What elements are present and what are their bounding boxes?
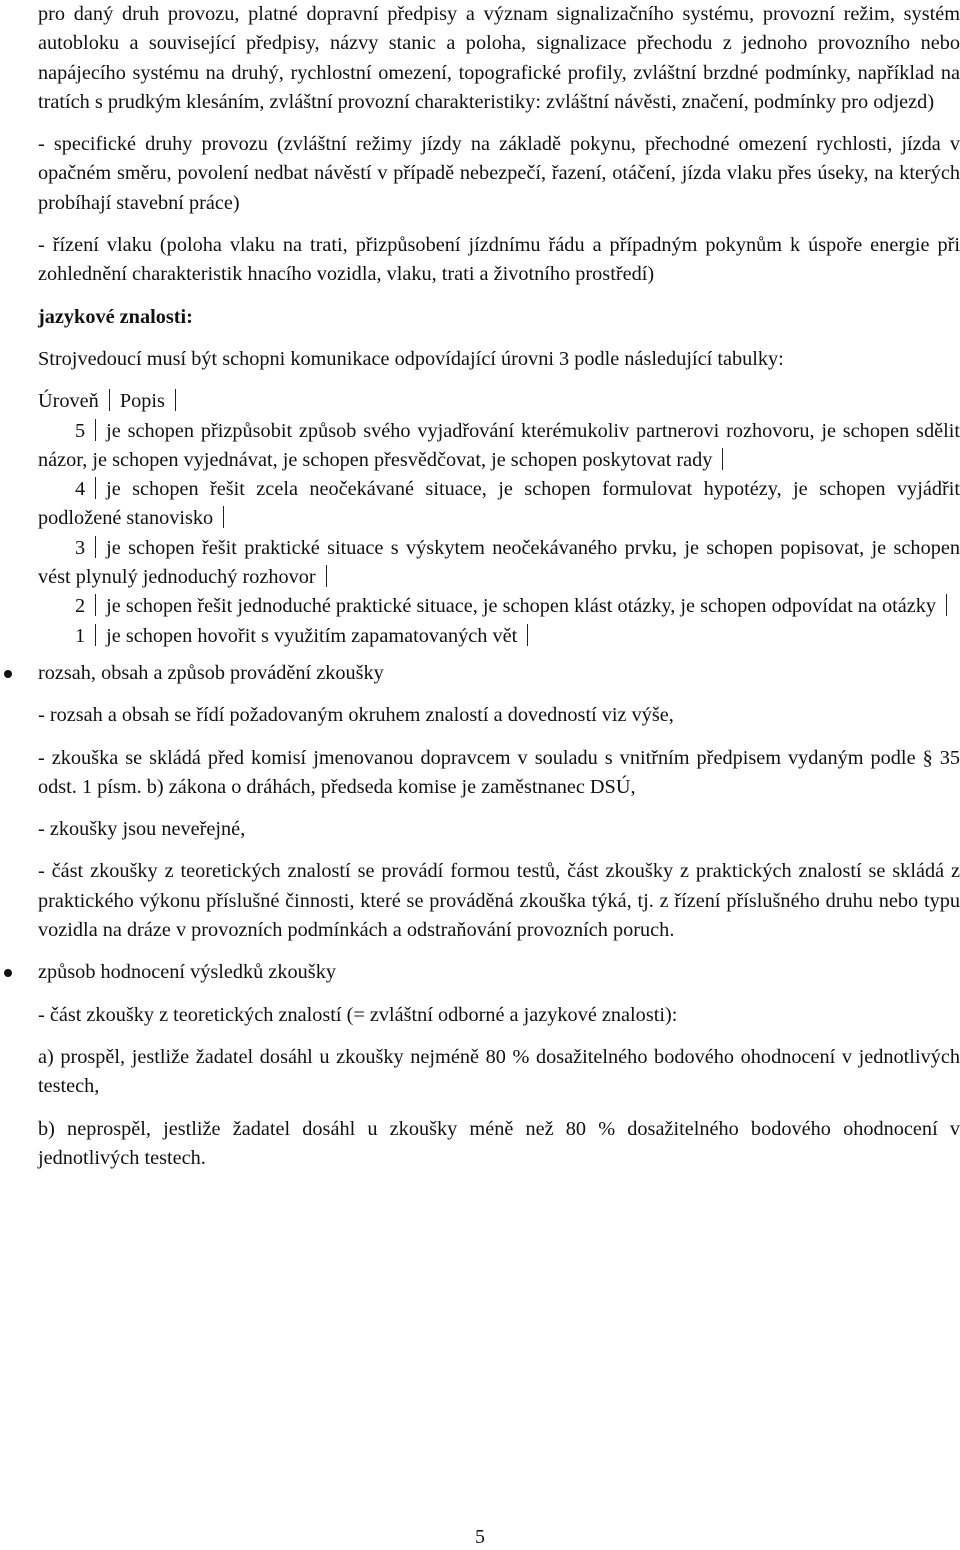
document-body [38, 0, 960, 1173]
evaluation-bullet-title: způsob hodnocení výsledků zkoušky [38, 961, 336, 984]
exam-bullet-title: rozsah, obsah a způsob provádění zkoušky [38, 661, 384, 684]
column-separator [175, 389, 176, 411]
exam-bullet-item [38, 659, 960, 688]
page-number: 5 [475, 1526, 485, 1548]
column-separator [109, 389, 110, 411]
intro-paragraph-2: - specifické druhy provozu (zvláštní režimy jízdy na základě pokynu, přechodné omezení rychlosti, jízda v opačném směru, povolení nedbat návěstí v případě nebezpečí, řazení, otáčení, jízda vlaku přes úseky, na kterých probíhají stavební práce) [38, 133, 960, 214]
level-row [38, 592, 960, 621]
header-col-level: Úroveň [38, 390, 99, 413]
level-row [38, 622, 960, 651]
level-row [38, 475, 960, 534]
level-number: 1 [75, 624, 86, 647]
column-separator [722, 448, 723, 470]
level-number: 2 [75, 595, 86, 618]
level-description: je schopen přizpůsobit způsob svého vyjadřování kterémukoliv partnerovi rozhovoru, je schopen sdělit názor, je schopen vyjednávat, je schopen přesvědčovat, je schopen poskytovat rady [38, 419, 960, 471]
column-separator [527, 624, 528, 646]
column-separator [95, 536, 96, 558]
column-separator [95, 624, 96, 646]
level-description: je schopen řešit jednoduché praktické situace, je schopen klást otázky, je schopen odpovídat na otázky [106, 595, 937, 618]
column-separator [95, 594, 96, 616]
column-separator [95, 419, 96, 441]
language-heading: jazykové znalosti: [38, 305, 193, 328]
bullet-icon [4, 969, 12, 977]
column-separator [946, 594, 947, 616]
exam-item: - zkouška se skládá před komisí jmenovanou dopravcem v souladu s vnitřním předpisem vydaným podle § 35 odst. 1 písm. b) zákona o dráhách, předseda komise je zaměstnanec DSÚ, [38, 746, 960, 798]
column-separator [326, 565, 327, 587]
intro-paragraph-3: - řízení vlaku (poloha vlaku na trati, přizpůsobení jízdnímu řádu a případným pokynům k úspoře energie při zohlednění charakteristik hnacího vozidla, vlaku, trati a životního prostředí) [38, 234, 960, 286]
evaluation-bullet-item [38, 958, 960, 987]
evaluation-item: b) neprospěl, jestliže žadatel dosáhl u zkoušky méně než 80 % dosažitelného bodového ohodnocení v jednotlivých testech. [38, 1117, 960, 1169]
language-intro: Strojvedoucí musí být schopni komunikace odpovídající úrovni 3 podle následující tabulky: [38, 347, 784, 370]
level-number: 5 [75, 419, 86, 442]
level-row [38, 417, 960, 476]
level-description: je schopen řešit zcela neočekávané situace, je schopen formulovat hypotézy, je schopen vyjádřit podložené stanovisko [38, 478, 960, 530]
evaluation-item: a) prospěl, jestliže žadatel dosáhl u zkoušky nejméně 80 % dosažitelného bodového ohodnocení v jednotlivých testech, [38, 1045, 960, 1098]
level-number: 3 [75, 536, 86, 559]
level-description: je schopen hovořit s využitím zapamatovaných vět [106, 624, 518, 647]
column-separator [223, 506, 224, 528]
exam-item: - zkoušky jsou neveřejné, [38, 818, 246, 841]
intro-paragraph-1: pro daný druh provozu, platné dopravní předpisy a význam signalizačního systému, provozní režim, systém autobloku a související předpisy, názvy stanic a poloha, signalizace přechodu z jednoho provozního nebo napájecího systému na druhý, rychlostní omezení, topografické profily, zvláštní brzdné podmínky, například na tratích s prudkým klesáním, zvláštní provozní charakteristiky: zvláštní návěsti, značení, podmínky pro odjezd) [38, 3, 960, 113]
bullet-icon [4, 670, 12, 678]
level-table-header [38, 387, 960, 416]
header-col-description: Popis [119, 390, 165, 413]
level-description: je schopen řešit praktické situace s výskytem neočekávaného prvku, je schopen popisovat, je schopen vést plynulý jednoduchý rozhovor [38, 536, 960, 589]
exam-item: - část zkoušky z teoretických znalostí se provádí formou testů, část zkoušky z praktických znalostí se skládá z praktického výkonu příslušné činnosti, které se prováděná zkouška týká, tj. z řízení příslušného druhu nebo typu vozidla na dráze v provozních podmínkách a odstraňování provozních poruch. [38, 860, 960, 942]
column-separator [95, 477, 96, 499]
level-row [38, 534, 960, 593]
exam-item: - rozsah a obsah se řídí požadovaným okruhem znalostí a dovedností viz výše, [38, 704, 674, 727]
level-number: 4 [75, 478, 86, 501]
evaluation-subheading: - část zkoušky z teoretických znalostí (= zvláštní odborné a jazykové znalosti): [38, 1003, 678, 1026]
